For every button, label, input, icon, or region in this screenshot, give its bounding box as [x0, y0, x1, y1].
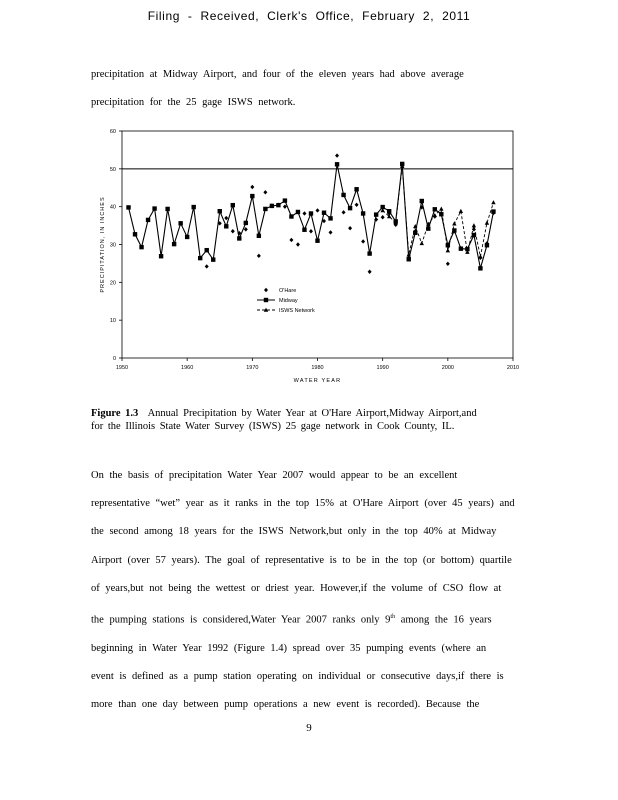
o-hare-point — [257, 254, 261, 258]
o-hare-point — [446, 262, 450, 266]
y-axis-label: PRECIPITATION, IN INCHES — [100, 196, 106, 293]
isws-network-point — [472, 223, 476, 227]
o-hare-point — [231, 229, 235, 233]
o-hare-point — [224, 216, 228, 220]
isws-network-point — [491, 200, 495, 204]
o-hare-point — [205, 264, 209, 268]
midway-point — [257, 234, 261, 238]
midway-point — [231, 203, 235, 207]
y-tick-label: 40 — [109, 204, 116, 211]
isws-network-point — [478, 254, 482, 258]
plot-frame — [122, 131, 513, 358]
midway-point — [191, 205, 195, 209]
legend-marker-o-hare — [264, 288, 268, 292]
o-hare-point — [361, 239, 365, 243]
o-hare-point — [250, 185, 254, 189]
midway-point — [328, 216, 332, 220]
x-axis-label: WATER YEAR — [293, 378, 342, 384]
text-line: of years,but not being the wettest or driest year. However,if the volume of CSO flow at — [91, 582, 502, 594]
o-hare-point — [368, 270, 372, 274]
midway-point — [146, 218, 150, 222]
legend-label: O'Hare — [279, 288, 297, 294]
midway-point — [367, 251, 371, 255]
midway-point — [178, 221, 182, 225]
y-tick-label: 60 — [109, 129, 116, 135]
o-hare-point — [263, 190, 267, 194]
o-hare-point — [244, 227, 248, 231]
o-hare-point — [472, 227, 476, 231]
isws-network-point — [459, 209, 463, 213]
legend-marker-midway — [264, 298, 268, 302]
midway-point — [296, 210, 300, 214]
midway-point — [361, 211, 365, 215]
body-paragraph — [91, 462, 526, 719]
midway-point — [354, 187, 358, 191]
page-number: 9 — [306, 722, 312, 734]
isws-network-point — [452, 221, 456, 225]
isws-network-point — [446, 248, 450, 252]
midway-point — [152, 206, 156, 210]
text-line: Airport (over 57 years). The goal of representative is to be in the top (or bottom) quartile — [91, 554, 512, 566]
midway-point — [263, 207, 267, 211]
page-header: Filing - Received, Clerk's Office, February 2, 2011 — [147, 9, 471, 23]
midway-point — [244, 221, 248, 225]
figure-caption — [91, 407, 531, 433]
text-line: representative “wet” year as it ranks in the top 15% at O'Hare Airport (over 45 years) and — [91, 498, 515, 510]
midway-point — [433, 207, 437, 211]
text-line: more than one day between pump operations a new event is recorded). Because the — [91, 699, 480, 711]
midway-point — [302, 228, 306, 232]
text-line: precipitation at Midway Airport, and four of the eleven years had above average — [91, 69, 464, 80]
y-tick-label: 50 — [109, 166, 116, 173]
y-tick-label: 30 — [109, 242, 116, 249]
legend-label: ISWS Network — [279, 308, 315, 314]
midway-point — [283, 198, 287, 202]
x-tick-label: 1980 — [311, 365, 324, 371]
x-tick-label: 2010 — [506, 365, 520, 371]
text-line — [91, 603, 526, 635]
midway-point — [315, 239, 319, 243]
midway-point — [374, 212, 378, 216]
o-hare-point — [381, 215, 385, 219]
x-tick-label: 1970 — [246, 365, 259, 371]
midway-point — [309, 211, 313, 215]
midway-point — [224, 224, 228, 228]
text-line: the second among 18 years for the ISWS Network,but only in the top 40% at Midway — [91, 526, 497, 538]
text-segment: the pumping stations is considered,Water Year 2007 ranks only 9 — [91, 614, 391, 626]
o-hare-point — [296, 242, 300, 246]
o-hare-point — [289, 238, 293, 242]
x-tick-label: 1990 — [376, 365, 389, 371]
o-hare-point — [302, 211, 306, 215]
o-hare-point — [329, 230, 333, 234]
midway-point — [172, 242, 176, 246]
y-tick-label: 10 — [109, 318, 116, 325]
midway-point — [218, 209, 222, 213]
isws-network-point — [485, 221, 489, 225]
text-line: event is defined as a pump station operating on individual or consecutive days,if there is — [91, 670, 504, 682]
midway-point — [335, 162, 339, 166]
isws-network-point — [420, 241, 424, 245]
y-tick-label: 20 — [109, 280, 116, 287]
midway-point — [322, 211, 326, 215]
midway-point — [133, 232, 137, 236]
midway-point — [348, 206, 352, 210]
midway-point — [289, 214, 293, 218]
midway-point — [139, 245, 143, 249]
text-line: beginning in Water Year 1992 (Figure 1.4) spread over 35 pumping events (where an — [91, 642, 487, 654]
chart-legend — [257, 288, 315, 314]
x-tick-label: 2000 — [441, 365, 454, 371]
midway-point — [159, 254, 163, 258]
isws-network-point — [439, 207, 443, 211]
o-hare-point — [342, 210, 346, 214]
text-line: On the basis of precipitation Water Year 2007 would appear to be an excellent — [91, 470, 458, 481]
o-hare-point — [355, 203, 359, 207]
text-segment: among the 16 years — [395, 614, 492, 626]
ordinal-suffix: th — [390, 614, 396, 621]
midway-point — [126, 205, 130, 209]
caption-text: Annual Precipitation by Water Year at O'Hare Airport,Midway Airport,and — [147, 408, 477, 419]
x-tick-label: 1950 — [115, 365, 129, 371]
chart-marks — [126, 153, 495, 274]
midway-point — [185, 235, 189, 239]
midway-point — [250, 194, 254, 198]
o-hare-point — [316, 208, 320, 212]
o-hare-point — [309, 229, 313, 233]
caption-line-1 — [91, 407, 531, 420]
midway-point — [341, 193, 345, 197]
midway-point — [237, 236, 241, 240]
midway-point — [205, 248, 209, 252]
y-tick-label: 0 — [112, 356, 116, 362]
midway-series-line — [129, 164, 494, 268]
text-line: precipitation for the 25 gage ISWS network. — [91, 97, 296, 108]
midway-point — [165, 207, 169, 211]
caption-label: Figure 1.3 — [91, 408, 139, 419]
x-tick-label: 1960 — [181, 365, 194, 371]
o-hare-point — [335, 153, 339, 157]
midway-point — [420, 199, 424, 203]
midway-point — [478, 266, 482, 270]
legend-label: Midway — [279, 298, 298, 304]
o-hare-point — [348, 226, 352, 230]
caption-line-2: for the Illinois State Water Survey (ISWS) 25 gage network in Cook County, IL. — [91, 421, 455, 432]
